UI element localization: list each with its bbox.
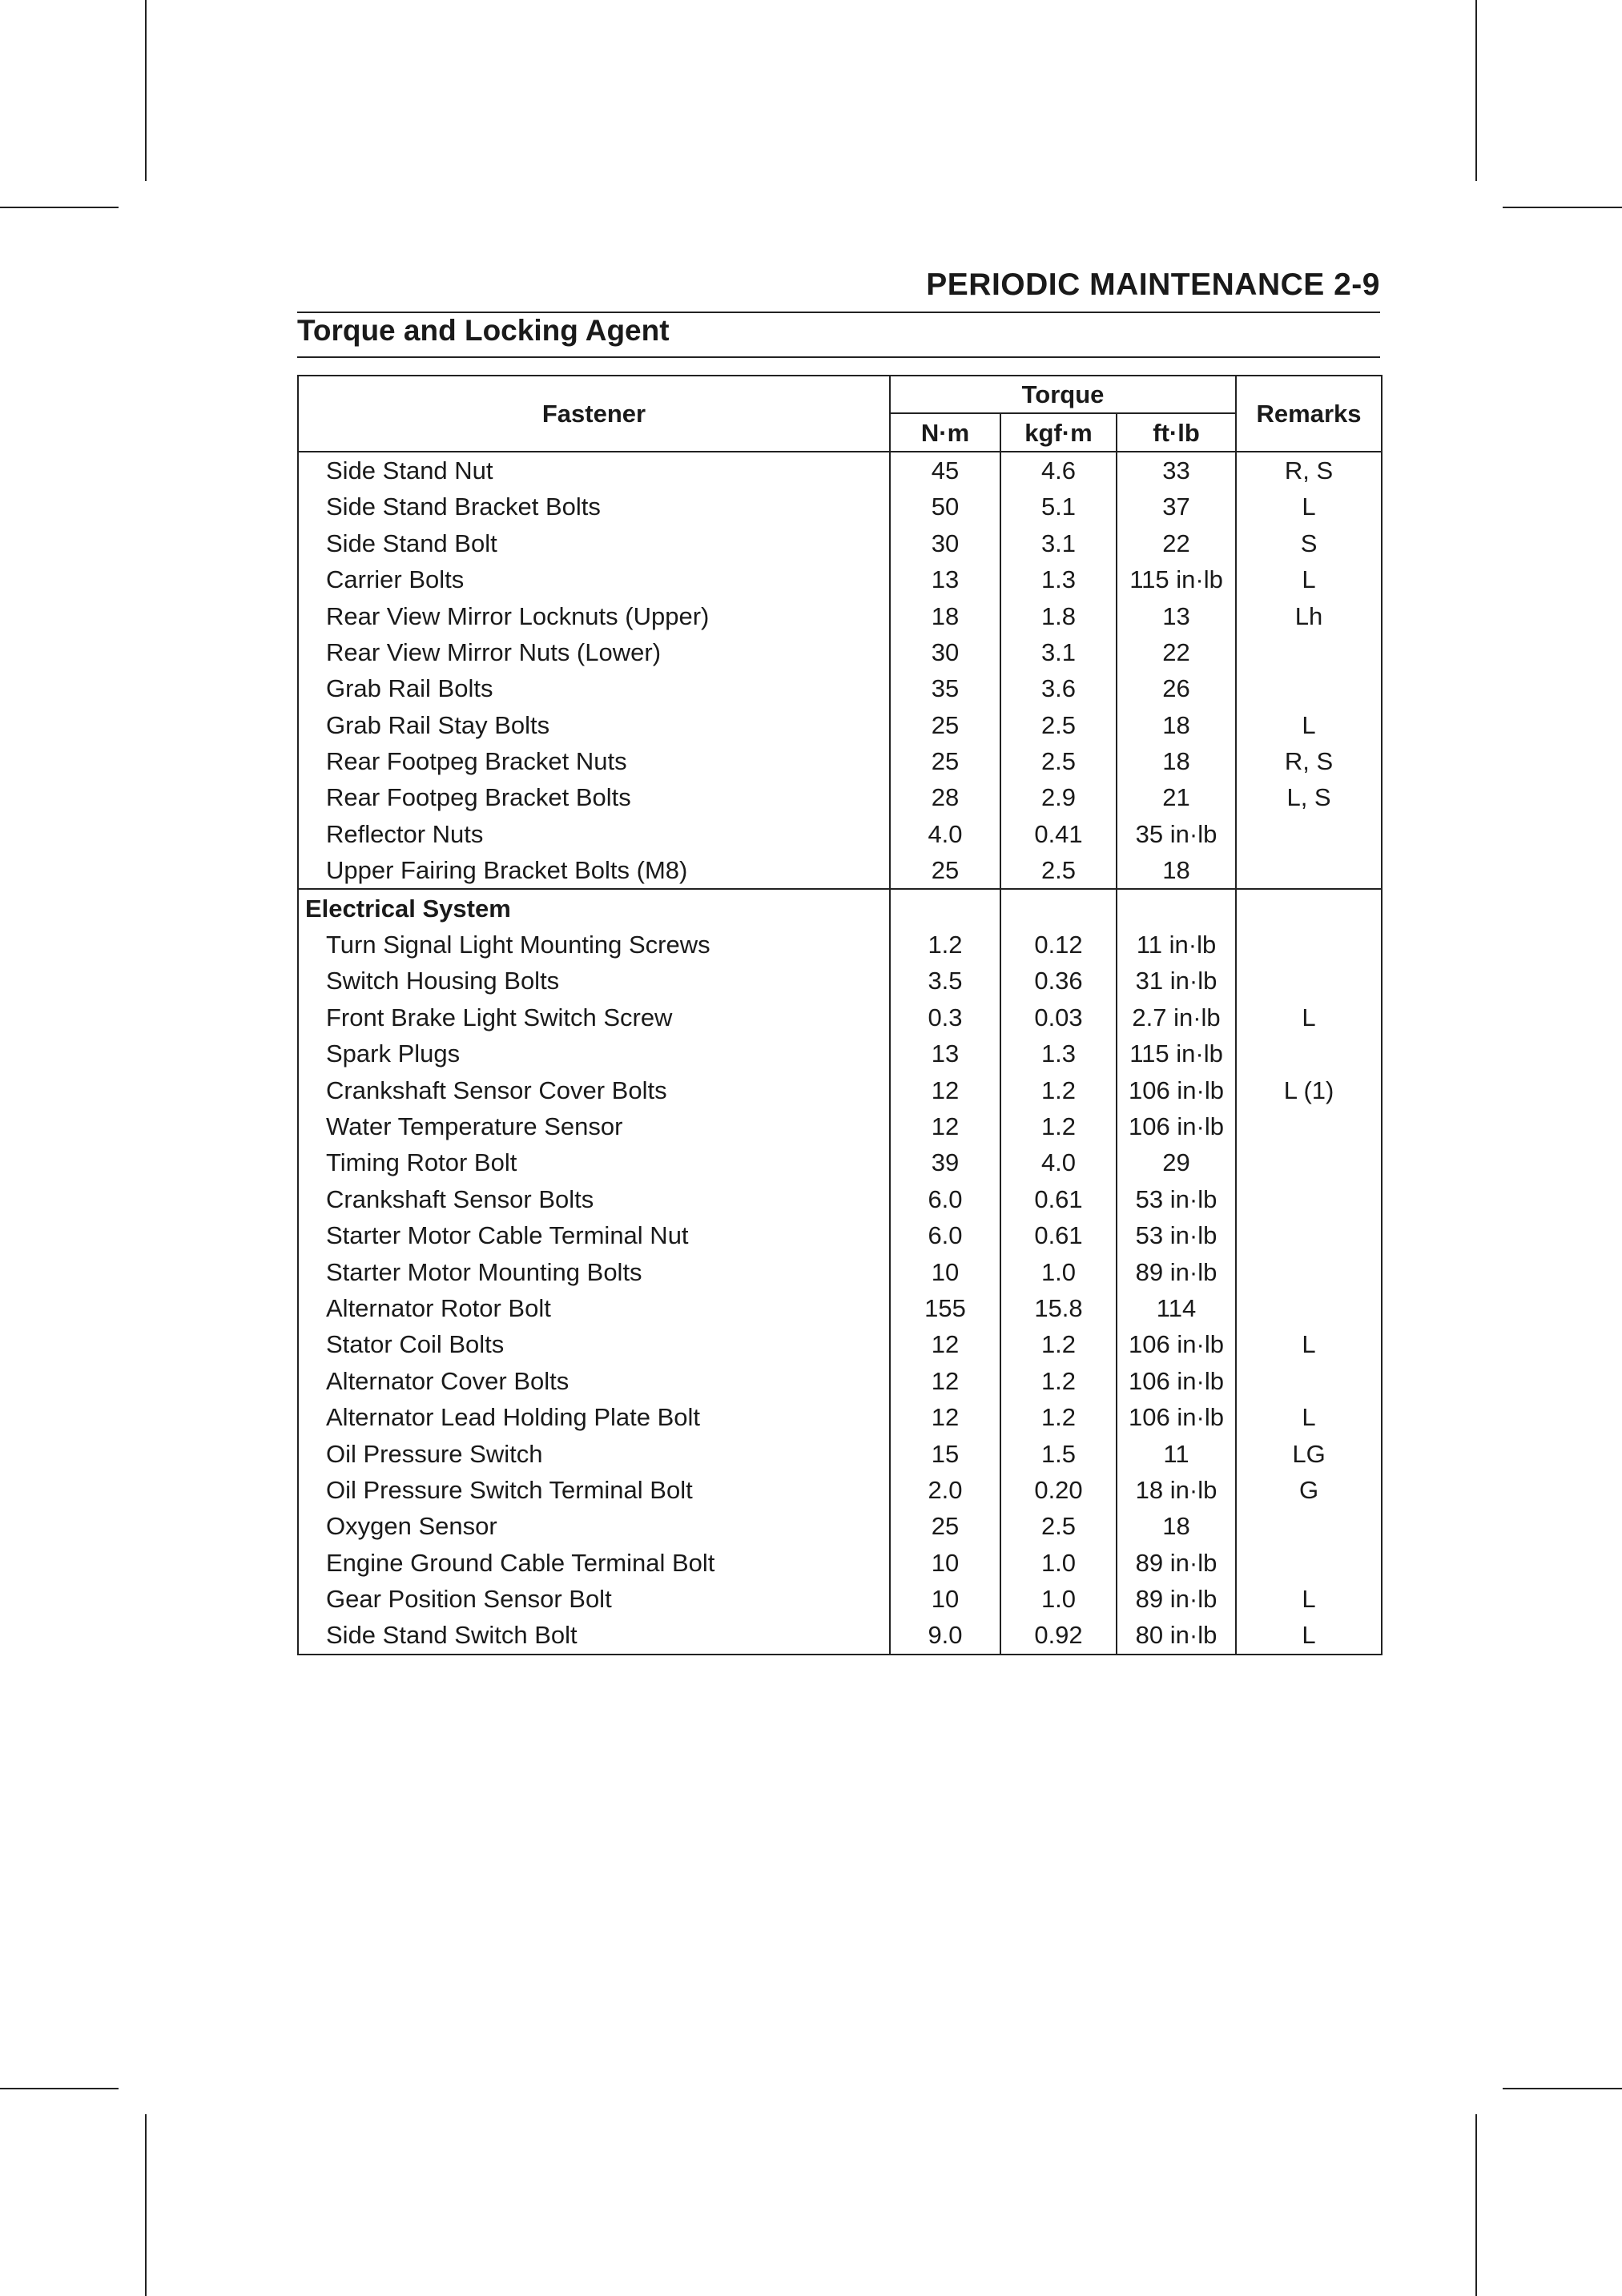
header-rule [297,312,1380,313]
fastener-name: Front Brake Light Switch Screw [298,999,890,1035]
torque-kgfm: 1.0 [1000,1253,1117,1289]
remarks [1236,1508,1382,1544]
remarks [1236,1363,1382,1399]
torque-kgfm: 1.3 [1000,561,1117,597]
fastener-name: Side Stand Bolt [298,525,890,561]
torque-nm: 12 [890,1326,1000,1362]
torque-nm: 30 [890,525,1000,561]
table-row [298,743,1382,779]
torque-nm: 39 [890,1144,1000,1180]
torque-ftlb: 35 in·lb [1117,816,1236,852]
fastener-name: Side Stand Bracket Bolts [298,489,890,525]
table-row [298,525,1382,561]
remarks: L [1302,1403,1316,1432]
table-row [298,1144,1382,1180]
torque-nm: 2.0 [890,1472,1000,1508]
torque-ftlb: 106 in·lb [1117,1326,1236,1362]
torque-kgfm: 1.2 [1000,1399,1117,1435]
remarks [1236,816,1382,852]
table-row [298,1545,1382,1581]
torque-nm: 25 [890,852,1000,889]
torque-ftlb: 31 in·lb [1117,963,1236,999]
torque-ftlb: 106 in·lb [1117,1072,1236,1108]
torque-nm: 15 [890,1435,1000,1471]
torque-ftlb: 80 in·lb [1117,1617,1236,1654]
remarks [1236,1108,1382,1144]
table-row [298,1581,1382,1617]
torque-nm: 18 [890,597,1000,633]
remarks: L [1302,1330,1316,1359]
torque-kgfm: 2.5 [1000,743,1117,779]
torque-kgfm: 0.92 [1000,1617,1117,1654]
crop-mark [145,0,147,181]
torque-nm: 10 [890,1581,1000,1617]
torque-ftlb: 18 [1117,743,1236,779]
torque-kgfm: 1.2 [1000,1072,1117,1108]
torque-ftlb: 89 in·lb [1117,1581,1236,1617]
remarks: R, S [1284,456,1334,485]
crop-mark [145,2114,147,2296]
torque-kgfm: 2.9 [1000,779,1117,815]
remarks [1236,1545,1382,1581]
crop-mark [1503,2088,1622,2089]
torque-table [297,375,1383,1655]
crop-mark [1475,2114,1477,2296]
remarks: S [1300,529,1318,557]
torque-nm: 30 [890,634,1000,670]
torque-nm: 25 [890,1508,1000,1544]
torque-kgfm: 0.20 [1000,1472,1117,1508]
torque-nm: 13 [890,561,1000,597]
fastener-name: Starter Motor Mounting Bolts [298,1253,890,1289]
section-rule [297,356,1380,358]
table-row [298,707,1382,743]
torque-ftlb: 11 in·lb [1117,927,1236,963]
torque-kgfm: 1.5 [1000,1435,1117,1471]
fastener-name: Rear View Mirror Locknuts (Upper) [298,597,890,633]
torque-ftlb: 18 [1117,852,1236,889]
torque-nm: 50 [890,489,1000,525]
crop-mark [1475,0,1477,181]
torque-nm: 10 [890,1545,1000,1581]
table-row [298,1363,1382,1399]
remarks [1236,1290,1382,1326]
torque-kgfm: 2.5 [1000,707,1117,743]
remarks [1236,1217,1382,1253]
remarks [1236,852,1382,889]
fastener-name: Spark Plugs [298,1035,890,1072]
torque-ftlb: 37 [1117,489,1236,525]
remarks [1236,1253,1382,1289]
torque-kgfm: 1.2 [1000,1108,1117,1144]
remarks: G [1298,1475,1319,1504]
fastener-name: Grab Rail Stay Bolts [298,707,890,743]
remarks: L [1302,1585,1316,1614]
torque-kgfm: 3.6 [1000,670,1117,706]
torque-ftlb: 18 [1117,707,1236,743]
torque-nm: 155 [890,1290,1000,1326]
table-row [298,1108,1382,1144]
table-row [298,1472,1382,1508]
torque-ftlb: 114 [1117,1290,1236,1326]
table-row [298,1399,1382,1435]
torque-ftlb: 115 in·lb [1117,1035,1236,1072]
torque-kgfm: 2.5 [1000,1508,1117,1544]
table-row [298,1435,1382,1471]
table-row [298,999,1382,1035]
fastener-name: Turn Signal Light Mounting Screws [298,927,890,963]
remarks: L [1302,565,1316,594]
torque-ftlb: 18 in·lb [1117,1472,1236,1508]
remarks: L [1302,1621,1316,1650]
table-row [298,1290,1382,1326]
torque-ftlb: 22 [1117,634,1236,670]
table-row [298,1617,1382,1654]
table-row [298,1035,1382,1072]
torque-kgfm: 1.0 [1000,1581,1117,1617]
torque-nm: 28 [890,779,1000,815]
torque-kgfm: 1.2 [1000,1363,1117,1399]
crop-mark [0,207,119,208]
fastener-name: Side Stand Switch Bolt [298,1617,890,1654]
torque-nm: 9.0 [890,1617,1000,1654]
fastener-name: Rear View Mirror Nuts (Lower) [298,634,890,670]
torque-nm: 6.0 [890,1181,1000,1217]
torque-ftlb: 115 in·lb [1117,561,1236,597]
torque-ftlb: 106 in·lb [1117,1363,1236,1399]
torque-kgfm: 1.3 [1000,1035,1117,1072]
group-title: Electrical System [298,889,890,926]
fastener-name: Oil Pressure Switch [298,1435,890,1471]
header-torque: Torque [890,376,1236,413]
table-row [298,670,1382,706]
table-row [298,816,1382,852]
torque-kgfm: 2.5 [1000,852,1117,889]
fastener-name: Alternator Lead Holding Plate Bolt [298,1399,890,1435]
torque-kgfm: 5.1 [1000,489,1117,525]
table-row [298,452,1382,489]
torque-ftlb: 106 in·lb [1117,1399,1236,1435]
torque-ftlb: 13 [1117,597,1236,633]
fastener-name: Water Temperature Sensor [298,1108,890,1144]
fastener-name: Carrier Bolts [298,561,890,597]
fastener-name: Upper Fairing Bracket Bolts (M8) [298,852,890,889]
torque-ftlb: 11 [1117,1435,1236,1471]
torque-ftlb: 89 in·lb [1117,1545,1236,1581]
header-ftlb: ft·lb [1117,413,1236,451]
remarks: Lh [1294,601,1323,630]
torque-nm: 35 [890,670,1000,706]
torque-nm: 25 [890,743,1000,779]
torque-nm: 3.5 [890,963,1000,999]
remarks: R, S [1284,747,1334,776]
table-row [298,1326,1382,1362]
torque-ftlb: 2.7 in·lb [1117,999,1236,1035]
table-row [298,1253,1382,1289]
header-kgfm: kgf·m [1000,413,1117,451]
torque-ftlb: 26 [1117,670,1236,706]
table-row [298,1217,1382,1253]
header-nm: N·m [890,413,1000,451]
torque-kgfm: 0.61 [1000,1217,1117,1253]
table-row [298,489,1382,525]
torque-nm: 4.0 [890,816,1000,852]
torque-kgfm: 0.12 [1000,927,1117,963]
table-row [298,1072,1382,1108]
torque-nm: 12 [890,1363,1000,1399]
table-row [298,852,1382,889]
fastener-name: Reflector Nuts [298,816,890,852]
header-remarks: Remarks [1236,376,1382,452]
remarks [1236,634,1382,670]
torque-nm: 1.2 [890,927,1000,963]
remarks: L [1302,710,1316,739]
fastener-name: Oil Pressure Switch Terminal Bolt [298,1472,890,1508]
torque-kgfm: 1.8 [1000,597,1117,633]
torque-nm: 0.3 [890,999,1000,1035]
remarks [1236,1144,1382,1180]
remarks: LG [1292,1439,1326,1468]
fastener-name: Starter Motor Cable Terminal Nut [298,1217,890,1253]
fastener-name: Crankshaft Sensor Cover Bolts [298,1072,890,1108]
torque-kgfm: 0.03 [1000,999,1117,1035]
group-title-row [298,889,1382,926]
remarks: L [1302,1003,1316,1031]
fastener-name: Rear Footpeg Bracket Bolts [298,779,890,815]
table-row [298,1181,1382,1217]
torque-kgfm: 4.0 [1000,1144,1117,1180]
torque-kgfm: 1.0 [1000,1545,1117,1581]
remarks: L [1302,493,1316,521]
torque-ftlb: 18 [1117,1508,1236,1544]
torque-ftlb: 33 [1117,452,1236,489]
torque-kgfm: 0.36 [1000,963,1117,999]
remarks [1236,670,1382,706]
fastener-name: Timing Rotor Bolt [298,1144,890,1180]
torque-kgfm: 15.8 [1000,1290,1117,1326]
table-row [298,597,1382,633]
torque-ftlb: 22 [1117,525,1236,561]
remarks: L, S [1286,783,1331,812]
torque-nm: 10 [890,1253,1000,1289]
torque-kgfm: 0.61 [1000,1181,1117,1217]
table-row [298,963,1382,999]
fastener-name: Alternator Cover Bolts [298,1363,890,1399]
remarks: L (1) [1283,1076,1334,1104]
fastener-name: Gear Position Sensor Bolt [298,1581,890,1617]
section-title: Torque and Locking Agent [297,314,670,347]
table-row [298,779,1382,815]
table-row [298,634,1382,670]
table-row [298,561,1382,597]
remarks [1236,927,1382,963]
table-row [298,1508,1382,1544]
electrical-system-group [298,889,1382,1654]
torque-ftlb: 21 [1117,779,1236,815]
fastener-name: Switch Housing Bolts [298,963,890,999]
torque-ftlb: 106 in·lb [1117,1108,1236,1144]
remarks [1236,963,1382,999]
crop-mark [0,2088,119,2089]
torque-ftlb: 29 [1117,1144,1236,1180]
torque-nm: 12 [890,1072,1000,1108]
torque-nm: 25 [890,707,1000,743]
fastener-name: Alternator Rotor Bolt [298,1290,890,1326]
fastener-name: Grab Rail Bolts [298,670,890,706]
torque-ftlb: 53 in·lb [1117,1217,1236,1253]
torque-ftlb: 53 in·lb [1117,1181,1236,1217]
page-header-title: PERIODIC MAINTENANCE 2-9 [926,267,1380,302]
remarks [1236,1181,1382,1217]
torque-nm: 12 [890,1399,1000,1435]
torque-kgfm: 3.1 [1000,634,1117,670]
header-fastener: Fastener [298,376,890,452]
fastener-name: Side Stand Nut [298,452,890,489]
frame-fasteners-group [298,452,1382,890]
torque-ftlb: 89 in·lb [1117,1253,1236,1289]
table-row [298,927,1382,963]
torque-kgfm: 3.1 [1000,525,1117,561]
torque-nm: 12 [890,1108,1000,1144]
torque-nm: 6.0 [890,1217,1000,1253]
fastener-name: Engine Ground Cable Terminal Bolt [298,1545,890,1581]
torque-kgfm: 1.2 [1000,1326,1117,1362]
fastener-name: Stator Coil Bolts [298,1326,890,1362]
fastener-name: Oxygen Sensor [298,1508,890,1544]
remarks [1236,1035,1382,1072]
torque-nm: 13 [890,1035,1000,1072]
torque-nm: 45 [890,452,1000,489]
fastener-name: Crankshaft Sensor Bolts [298,1181,890,1217]
crop-mark [1503,207,1622,208]
fastener-name: Rear Footpeg Bracket Nuts [298,743,890,779]
torque-kgfm: 4.6 [1000,452,1117,489]
torque-kgfm: 0.41 [1000,816,1117,852]
